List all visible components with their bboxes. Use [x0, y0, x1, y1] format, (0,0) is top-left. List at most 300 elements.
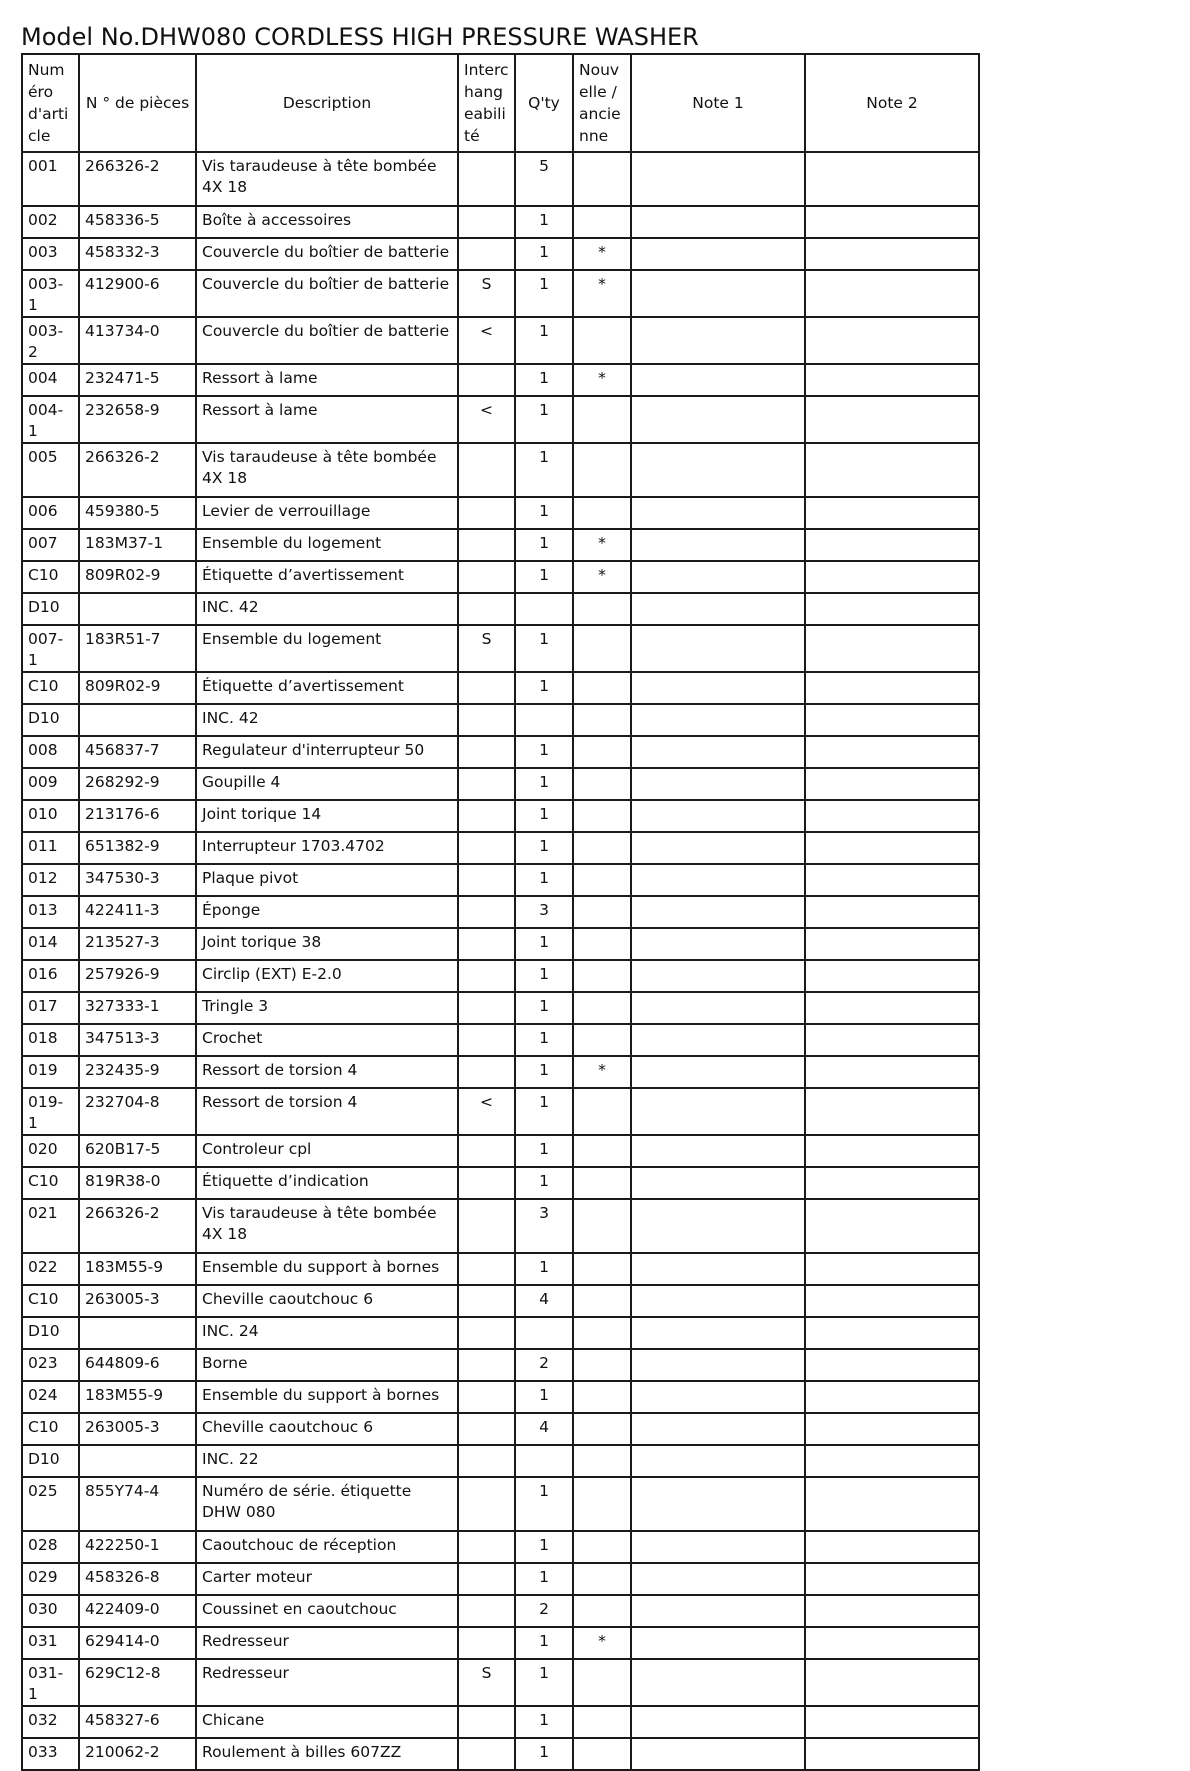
cell-note-1: [631, 529, 805, 561]
cell-item-no: 012: [22, 864, 79, 896]
header-qty: Q'ty: [515, 54, 573, 152]
cell-description: Couvercle du boîtier de batterie: [196, 317, 458, 364]
table-row: [22, 1381, 979, 1413]
cell-description: Joint torique 38: [196, 928, 458, 960]
table-row: [22, 1285, 979, 1317]
cell-part-no: 263005-3: [79, 1413, 196, 1445]
cell-note-1: [631, 206, 805, 238]
cell-description: Couvercle du boîtier de batterie: [196, 270, 458, 317]
cell-interchangeability: [458, 497, 515, 529]
cell-interchangeability: [458, 152, 515, 206]
cell-note-2: [805, 1088, 979, 1135]
cell-interchangeability: [458, 1317, 515, 1349]
table-row: [22, 832, 979, 864]
cell-interchangeability: [458, 768, 515, 800]
cell-note-1: [631, 593, 805, 625]
cell-description: Vis taraudeuse à tête bombée 4X 18: [196, 1199, 458, 1253]
cell-item-no: 033: [22, 1738, 79, 1770]
cell-qty: [515, 1445, 573, 1477]
cell-new-old: [573, 1135, 631, 1167]
cell-description: Levier de verrouillage: [196, 497, 458, 529]
cell-note-1: [631, 800, 805, 832]
cell-note-2: [805, 1253, 979, 1285]
cell-item-no: 010: [22, 800, 79, 832]
cell-item-no: 003-1: [22, 270, 79, 317]
cell-interchangeability: [458, 238, 515, 270]
cell-interchangeability: [458, 1477, 515, 1531]
parts-table: [21, 53, 980, 1771]
cell-part-no: 458336-5: [79, 206, 196, 238]
cell-description: Crochet: [196, 1024, 458, 1056]
cell-note-1: [631, 1056, 805, 1088]
cell-qty: 1: [515, 832, 573, 864]
cell-qty: 1: [515, 1135, 573, 1167]
cell-note-2: [805, 768, 979, 800]
cell-new-old: [573, 317, 631, 364]
header-interchangeability: Interchangeabilité: [458, 54, 515, 152]
table-row: [22, 1413, 979, 1445]
cell-part-no: 458326-8: [79, 1563, 196, 1595]
cell-interchangeability: [458, 1413, 515, 1445]
cell-note-2: [805, 1445, 979, 1477]
cell-description: Ressort de torsion 4: [196, 1088, 458, 1135]
cell-note-2: [805, 1135, 979, 1167]
cell-note-1: [631, 625, 805, 672]
cell-part-no: 422411-3: [79, 896, 196, 928]
table-row: [22, 1477, 979, 1531]
cell-note-2: [805, 1199, 979, 1253]
cell-interchangeability: [458, 992, 515, 1024]
table-row: [22, 1738, 979, 1770]
cell-new-old: [573, 1477, 631, 1531]
cell-interchangeability: [458, 832, 515, 864]
cell-part-no: 347513-3: [79, 1024, 196, 1056]
cell-description: Redresseur: [196, 1627, 458, 1659]
cell-qty: 2: [515, 1349, 573, 1381]
cell-new-old: [573, 443, 631, 497]
cell-note-1: [631, 238, 805, 270]
cell-description: Tringle 3: [196, 992, 458, 1024]
cell-item-no: C10: [22, 1413, 79, 1445]
cell-interchangeability: S: [458, 270, 515, 317]
table-row: [22, 593, 979, 625]
cell-note-2: [805, 1317, 979, 1349]
cell-item-no: 032: [22, 1706, 79, 1738]
cell-interchangeability: [458, 1167, 515, 1199]
header-part-no: N ° de pièces: [79, 54, 196, 152]
cell-note-1: [631, 561, 805, 593]
cell-description: Couvercle du boîtier de batterie: [196, 238, 458, 270]
cell-item-no: D10: [22, 1445, 79, 1477]
cell-new-old: [573, 1445, 631, 1477]
cell-new-old: [573, 1531, 631, 1563]
cell-qty: 1: [515, 864, 573, 896]
cell-part-no: 629C12-8: [79, 1659, 196, 1706]
cell-item-no: 004: [22, 364, 79, 396]
cell-item-no: 020: [22, 1135, 79, 1167]
cell-part-no: [79, 1317, 196, 1349]
cell-part-no: 213527-3: [79, 928, 196, 960]
cell-note-1: [631, 317, 805, 364]
cell-note-1: [631, 1706, 805, 1738]
cell-interchangeability: [458, 1349, 515, 1381]
cell-note-1: [631, 768, 805, 800]
cell-part-no: 210062-2: [79, 1738, 196, 1770]
cell-item-no: 028: [22, 1531, 79, 1563]
cell-new-old: *: [573, 270, 631, 317]
cell-new-old: *: [573, 364, 631, 396]
cell-qty: 1: [515, 443, 573, 497]
cell-note-1: [631, 497, 805, 529]
cell-qty: 3: [515, 896, 573, 928]
cell-note-2: [805, 593, 979, 625]
cell-new-old: [573, 1349, 631, 1381]
cell-new-old: [573, 960, 631, 992]
cell-interchangeability: [458, 928, 515, 960]
cell-qty: 1: [515, 625, 573, 672]
cell-description: Ressort à lame: [196, 396, 458, 443]
cell-qty: 1: [515, 1088, 573, 1135]
cell-interchangeability: [458, 1627, 515, 1659]
header-note-1: Note 1: [631, 54, 805, 152]
cell-item-no: C10: [22, 1167, 79, 1199]
cell-item-no: 023: [22, 1349, 79, 1381]
cell-note-2: [805, 1706, 979, 1738]
cell-part-no: 629414-0: [79, 1627, 196, 1659]
table-row: [22, 206, 979, 238]
cell-part-no: 347530-3: [79, 864, 196, 896]
cell-description: Étiquette d’avertissement: [196, 672, 458, 704]
parts-table-body: [22, 152, 979, 1770]
cell-qty: [515, 704, 573, 736]
cell-note-2: [805, 206, 979, 238]
cell-item-no: 017: [22, 992, 79, 1024]
table-row: [22, 672, 979, 704]
cell-new-old: [573, 704, 631, 736]
cell-new-old: [573, 1024, 631, 1056]
cell-qty: 1: [515, 238, 573, 270]
table-row: [22, 1167, 979, 1199]
cell-new-old: [573, 800, 631, 832]
cell-description: Ensemble du support à bornes: [196, 1381, 458, 1413]
cell-item-no: 019-1: [22, 1088, 79, 1135]
cell-description: Vis taraudeuse à tête bombée 4X 18: [196, 443, 458, 497]
cell-part-no: 263005-3: [79, 1285, 196, 1317]
table-row: [22, 1563, 979, 1595]
cell-new-old: [573, 593, 631, 625]
table-row: [22, 960, 979, 992]
cell-new-old: [573, 497, 631, 529]
cell-item-no: 004-1: [22, 396, 79, 443]
cell-note-2: [805, 864, 979, 896]
cell-note-1: [631, 1167, 805, 1199]
cell-description: Borne: [196, 1349, 458, 1381]
cell-item-no: 002: [22, 206, 79, 238]
cell-description: Coussinet en caoutchouc: [196, 1595, 458, 1627]
cell-note-1: [631, 152, 805, 206]
cell-interchangeability: [458, 1531, 515, 1563]
cell-note-2: [805, 960, 979, 992]
cell-qty: 1: [515, 768, 573, 800]
cell-note-1: [631, 1088, 805, 1135]
cell-qty: 1: [515, 1024, 573, 1056]
table-row: [22, 152, 979, 206]
cell-interchangeability: [458, 206, 515, 238]
header-item-no: Numéro d'article: [22, 54, 79, 152]
cell-interchangeability: [458, 736, 515, 768]
cell-item-no: 018: [22, 1024, 79, 1056]
cell-part-no: 327333-1: [79, 992, 196, 1024]
cell-part-no: [79, 1445, 196, 1477]
cell-part-no: 819R38-0: [79, 1167, 196, 1199]
cell-description: Plaque pivot: [196, 864, 458, 896]
cell-note-1: [631, 864, 805, 896]
cell-item-no: 009: [22, 768, 79, 800]
cell-new-old: [573, 1413, 631, 1445]
cell-note-1: [631, 832, 805, 864]
cell-qty: 1: [515, 1706, 573, 1738]
cell-new-old: [573, 396, 631, 443]
cell-interchangeability: [458, 960, 515, 992]
cell-new-old: [573, 1738, 631, 1770]
cell-description: INC. 42: [196, 704, 458, 736]
cell-qty: 1: [515, 736, 573, 768]
table-row: [22, 1056, 979, 1088]
cell-item-no: D10: [22, 1317, 79, 1349]
cell-note-1: [631, 736, 805, 768]
cell-item-no: 005: [22, 443, 79, 497]
cell-note-1: [631, 270, 805, 317]
cell-qty: 1: [515, 1627, 573, 1659]
cell-new-old: [573, 928, 631, 960]
cell-qty: 1: [515, 672, 573, 704]
cell-description: Redresseur: [196, 1659, 458, 1706]
cell-note-1: [631, 364, 805, 396]
cell-interchangeability: [458, 1706, 515, 1738]
cell-item-no: 007: [22, 529, 79, 561]
cell-note-2: [805, 1477, 979, 1531]
cell-interchangeability: [458, 561, 515, 593]
cell-note-1: [631, 1024, 805, 1056]
cell-part-no: 413734-0: [79, 317, 196, 364]
cell-note-2: [805, 1056, 979, 1088]
cell-part-no: 809R02-9: [79, 672, 196, 704]
table-row: [22, 736, 979, 768]
cell-description: Ensemble du logement: [196, 625, 458, 672]
cell-interchangeability: [458, 1199, 515, 1253]
cell-part-no: 412900-6: [79, 270, 196, 317]
cell-qty: [515, 1317, 573, 1349]
cell-qty: 2: [515, 1595, 573, 1627]
cell-note-2: [805, 1595, 979, 1627]
cell-qty: 1: [515, 1253, 573, 1285]
cell-interchangeability: <: [458, 396, 515, 443]
cell-note-1: [631, 672, 805, 704]
cell-note-1: [631, 1413, 805, 1445]
cell-new-old: [573, 672, 631, 704]
cell-note-2: [805, 1167, 979, 1199]
header-note-2: Note 2: [805, 54, 979, 152]
cell-interchangeability: [458, 1445, 515, 1477]
cell-new-old: [573, 206, 631, 238]
cell-note-1: [631, 1445, 805, 1477]
cell-new-old: [573, 1381, 631, 1413]
cell-part-no: 458332-3: [79, 238, 196, 270]
cell-description: Étiquette d’indication: [196, 1167, 458, 1199]
cell-note-2: [805, 1349, 979, 1381]
cell-qty: 1: [515, 1167, 573, 1199]
cell-part-no: 456837-7: [79, 736, 196, 768]
cell-interchangeability: S: [458, 1659, 515, 1706]
cell-note-1: [631, 1595, 805, 1627]
table-row: [22, 1199, 979, 1253]
cell-description: Controleur cpl: [196, 1135, 458, 1167]
cell-item-no: 031-1: [22, 1659, 79, 1706]
cell-part-no: 268292-9: [79, 768, 196, 800]
cell-interchangeability: [458, 864, 515, 896]
cell-description: Éponge: [196, 896, 458, 928]
cell-new-old: *: [573, 561, 631, 593]
cell-new-old: [573, 992, 631, 1024]
cell-note-2: [805, 736, 979, 768]
cell-interchangeability: [458, 1738, 515, 1770]
cell-note-1: [631, 928, 805, 960]
cell-new-old: [573, 768, 631, 800]
cell-new-old: [573, 1706, 631, 1738]
table-row: [22, 1088, 979, 1135]
cell-part-no: 183M55-9: [79, 1381, 196, 1413]
cell-qty: 1: [515, 364, 573, 396]
cell-item-no: 019: [22, 1056, 79, 1088]
cell-note-1: [631, 1627, 805, 1659]
cell-description: Boîte à accessoires: [196, 206, 458, 238]
cell-note-2: [805, 896, 979, 928]
cell-note-2: [805, 529, 979, 561]
cell-qty: 1: [515, 992, 573, 1024]
cell-new-old: [573, 896, 631, 928]
cell-note-2: [805, 800, 979, 832]
cell-interchangeability: [458, 1253, 515, 1285]
cell-item-no: 014: [22, 928, 79, 960]
cell-note-1: [631, 1199, 805, 1253]
table-row: [22, 317, 979, 364]
page-title: Model No.DHW080 CORDLESS HIGH PRESSURE WASHER: [21, 23, 699, 51]
cell-description: Ressort de torsion 4: [196, 1056, 458, 1088]
cell-interchangeability: [458, 364, 515, 396]
cell-item-no: C10: [22, 561, 79, 593]
cell-item-no: 013: [22, 896, 79, 928]
cell-item-no: 001: [22, 152, 79, 206]
table-row: [22, 443, 979, 497]
cell-note-2: [805, 832, 979, 864]
cell-interchangeability: [458, 593, 515, 625]
table-row: [22, 1445, 979, 1477]
cell-interchangeability: [458, 800, 515, 832]
cell-note-1: [631, 1317, 805, 1349]
table-row: [22, 896, 979, 928]
cell-item-no: 003: [22, 238, 79, 270]
cell-new-old: [573, 1563, 631, 1595]
cell-part-no: 422409-0: [79, 1595, 196, 1627]
cell-note-1: [631, 396, 805, 443]
cell-note-2: [805, 270, 979, 317]
cell-part-no: 458327-6: [79, 1706, 196, 1738]
cell-new-old: [573, 1317, 631, 1349]
cell-interchangeability: [458, 529, 515, 561]
cell-note-1: [631, 1563, 805, 1595]
cell-note-2: [805, 317, 979, 364]
cell-interchangeability: <: [458, 317, 515, 364]
cell-qty: 1: [515, 206, 573, 238]
table-row: [22, 1627, 979, 1659]
cell-part-no: 651382-9: [79, 832, 196, 864]
table-row: [22, 1253, 979, 1285]
cell-part-no: 232471-5: [79, 364, 196, 396]
cell-new-old: [573, 152, 631, 206]
cell-part-no: 257926-9: [79, 960, 196, 992]
table-row: [22, 1024, 979, 1056]
cell-interchangeability: [458, 672, 515, 704]
cell-qty: 3: [515, 1199, 573, 1253]
table-row: [22, 529, 979, 561]
cell-new-old: [573, 832, 631, 864]
cell-part-no: 213176-6: [79, 800, 196, 832]
cell-part-no: 183R51-7: [79, 625, 196, 672]
cell-note-2: [805, 1738, 979, 1770]
table-row: [22, 364, 979, 396]
cell-qty: [515, 593, 573, 625]
cell-note-2: [805, 992, 979, 1024]
cell-item-no: C10: [22, 1285, 79, 1317]
cell-item-no: 030: [22, 1595, 79, 1627]
table-row: [22, 1135, 979, 1167]
cell-description: Joint torique 14: [196, 800, 458, 832]
cell-item-no: 029: [22, 1563, 79, 1595]
cell-description: Vis taraudeuse à tête bombée 4X 18: [196, 152, 458, 206]
cell-qty: 1: [515, 497, 573, 529]
cell-qty: 1: [515, 1738, 573, 1770]
cell-interchangeability: [458, 1381, 515, 1413]
cell-item-no: C10: [22, 672, 79, 704]
cell-qty: 1: [515, 1056, 573, 1088]
header-description: Description: [196, 54, 458, 152]
cell-note-2: [805, 1531, 979, 1563]
cell-part-no: 266326-2: [79, 152, 196, 206]
cell-part-no: 644809-6: [79, 1349, 196, 1381]
cell-note-2: [805, 1563, 979, 1595]
cell-note-2: [805, 1285, 979, 1317]
table-row: [22, 1349, 979, 1381]
table-row: [22, 270, 979, 317]
cell-description: Carter moteur: [196, 1563, 458, 1595]
table-row: [22, 238, 979, 270]
cell-note-2: [805, 1024, 979, 1056]
cell-interchangeability: <: [458, 1088, 515, 1135]
table-row: [22, 625, 979, 672]
cell-new-old: *: [573, 1056, 631, 1088]
cell-item-no: D10: [22, 704, 79, 736]
table-row: [22, 1595, 979, 1627]
cell-item-no: 022: [22, 1253, 79, 1285]
cell-qty: 1: [515, 1659, 573, 1706]
cell-item-no: 024: [22, 1381, 79, 1413]
cell-new-old: [573, 1167, 631, 1199]
cell-qty: 1: [515, 1531, 573, 1563]
cell-new-old: [573, 1595, 631, 1627]
cell-description: Roulement à billes 607ZZ: [196, 1738, 458, 1770]
cell-item-no: 007-1: [22, 625, 79, 672]
cell-interchangeability: [458, 1595, 515, 1627]
